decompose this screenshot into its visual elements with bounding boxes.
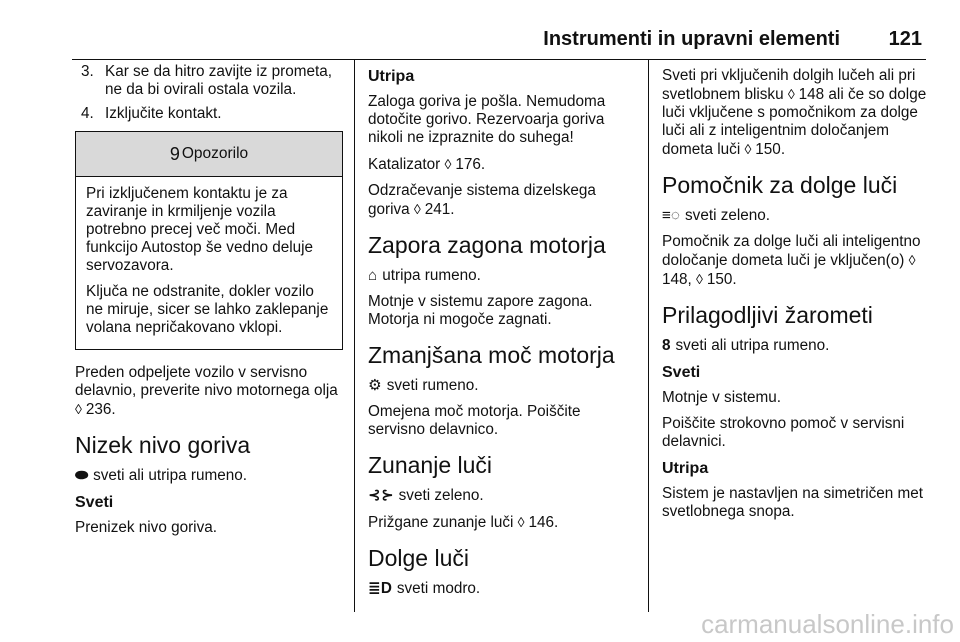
warning-body	[76, 177, 342, 349]
exterior-light-icon: ⊰⊱	[368, 487, 394, 504]
indicator-line: ≣D sveti modro.	[368, 580, 481, 597]
adaptive-headlight-icon: 8	[662, 337, 671, 354]
indicator-line: ⚙ sveti rumeno.	[368, 377, 479, 394]
paragraph: Odzračevanje sistema dizelskega goriva ◊ 241.	[368, 182, 596, 218]
page-header-title: Instrumenti in upravni elementi	[543, 28, 840, 50]
paragraph: Prenizek nivo goriva.	[75, 519, 217, 536]
arrow-reference-icon: ◊	[75, 401, 86, 417]
paragraph: Pomočnik za dolge luči ali inteligentno določanje dometa luči je vključen(o) ◊ 148, ◊ 150.	[662, 233, 921, 288]
warning-header	[76, 132, 342, 177]
arrow-reference-icon: ◊	[787, 86, 799, 102]
page-number: 121	[888, 28, 922, 50]
fuel-level-icon: ⬬	[75, 467, 89, 484]
indicator-line: ⊰⊱ sveti zeleno.	[368, 487, 484, 504]
section-heading: Prilagodljivi žarometi	[662, 302, 873, 328]
arrow-reference-icon: ◊	[744, 141, 756, 157]
section-heading: Zmanjšana moč motorja	[368, 342, 615, 368]
subheading: Sveti	[662, 364, 701, 381]
column-2	[368, 63, 636, 606]
paragraph: Motnje v sistemu zapore zagona. Motorja ni mogoče zagnati.	[368, 293, 593, 328]
step-item	[75, 105, 343, 123]
paragraph: Sistem je nastavljen na simetričen met svetlobnega snopa.	[662, 485, 924, 520]
warning-paragraph: Ključa ne odstranite, dokler vozilo ne miruje, sicer se lahko zaklepanje volana nepričakovano vklopi.	[86, 283, 329, 336]
subheading: Utripa	[662, 460, 709, 477]
step-text: Izključite kontakt.	[105, 105, 222, 122]
arrow-reference-icon: ◊	[444, 156, 456, 172]
paragraph: Preden odpeljete vozilo v servisno delavnio, preverite nivo motornega olja ◊ 236.	[75, 364, 338, 418]
section-heading: Zapora zagona motorja	[368, 232, 606, 258]
paragraph: Motnje v sistemu.	[662, 389, 782, 406]
section-heading: Zunanje luči	[368, 452, 493, 478]
arrow-reference-icon: ◊	[908, 252, 916, 268]
header-divider	[72, 59, 926, 60]
paragraph: Poiščite strokovno pomoč v servisni delavnici.	[662, 415, 905, 450]
page-header	[72, 24, 926, 54]
warning-title: Opozorilo	[181, 145, 249, 162]
subheading: Sveti	[75, 494, 114, 511]
paragraph: Katalizator ◊ 176.	[368, 156, 486, 173]
section-heading: Pomočnik za dolge luči	[662, 172, 898, 198]
arrow-reference-icon: ◊	[517, 514, 529, 530]
paragraph: Omejena moč motorja. Poiščite servisno delavnico.	[368, 403, 581, 438]
column-divider-2	[648, 60, 649, 612]
indicator-line: ≡◌ sveti zeleno.	[662, 207, 771, 224]
immobiliser-icon: ⌂	[368, 267, 378, 284]
warning-box	[75, 131, 343, 350]
section-heading: Dolge luči	[368, 545, 469, 571]
high-beam-icon: ≣D	[368, 580, 392, 597]
high-beam-assist-icon: ≡◌	[662, 207, 681, 224]
subheading: Utripa	[368, 68, 415, 85]
step-number: 3.	[81, 63, 94, 80]
step-item	[75, 63, 343, 99]
step-text: Kar se da hitro zavijte iz prometa, ne da bi ovirali ostala vozila.	[105, 63, 333, 98]
reduced-engine-power-icon: ⚙	[368, 377, 382, 394]
warning-paragraph: Pri izključenem kontaktu je za zaviranje in krmiljenje vozila potrebno precej več moči. Med funkcijo Autostop še vedno deluje servozavora.	[86, 185, 314, 274]
watermark: carmanualsonline.info	[701, 609, 954, 639]
arrow-reference-icon: ◊	[413, 201, 425, 217]
paragraph: Prižgane zunanje luči ◊ 146.	[368, 514, 559, 531]
step-number: 4.	[81, 105, 94, 122]
indicator-line: ⌂ utripa rumeno.	[368, 267, 481, 284]
column-divider-1	[354, 60, 355, 612]
column-3	[662, 63, 928, 529]
indicator-line: ⬬ sveti ali utripa rumeno.	[75, 467, 247, 484]
section-heading: Nizek nivo goriva	[75, 432, 251, 458]
paragraph: Sveti pri vključenih dolgih lučeh ali pri svetlobnem blisku ◊ 148 ali če so dolge luči vključene s pomočnikom za dolge luči ali z inteligentnim določanjem dometa luči ◊ 150.	[662, 67, 927, 158]
column-1	[75, 63, 343, 545]
paragraph: Zaloga goriva je pošla. Nemudoma dotočite gorivo. Rezervoarja goriva nikoli ne izpraznite do suhega!	[368, 93, 606, 146]
warning-triangle-icon: 9	[169, 144, 180, 164]
indicator-line: 8 sveti ali utripa rumeno.	[662, 337, 830, 354]
arrow-reference-icon: ◊	[696, 271, 707, 287]
